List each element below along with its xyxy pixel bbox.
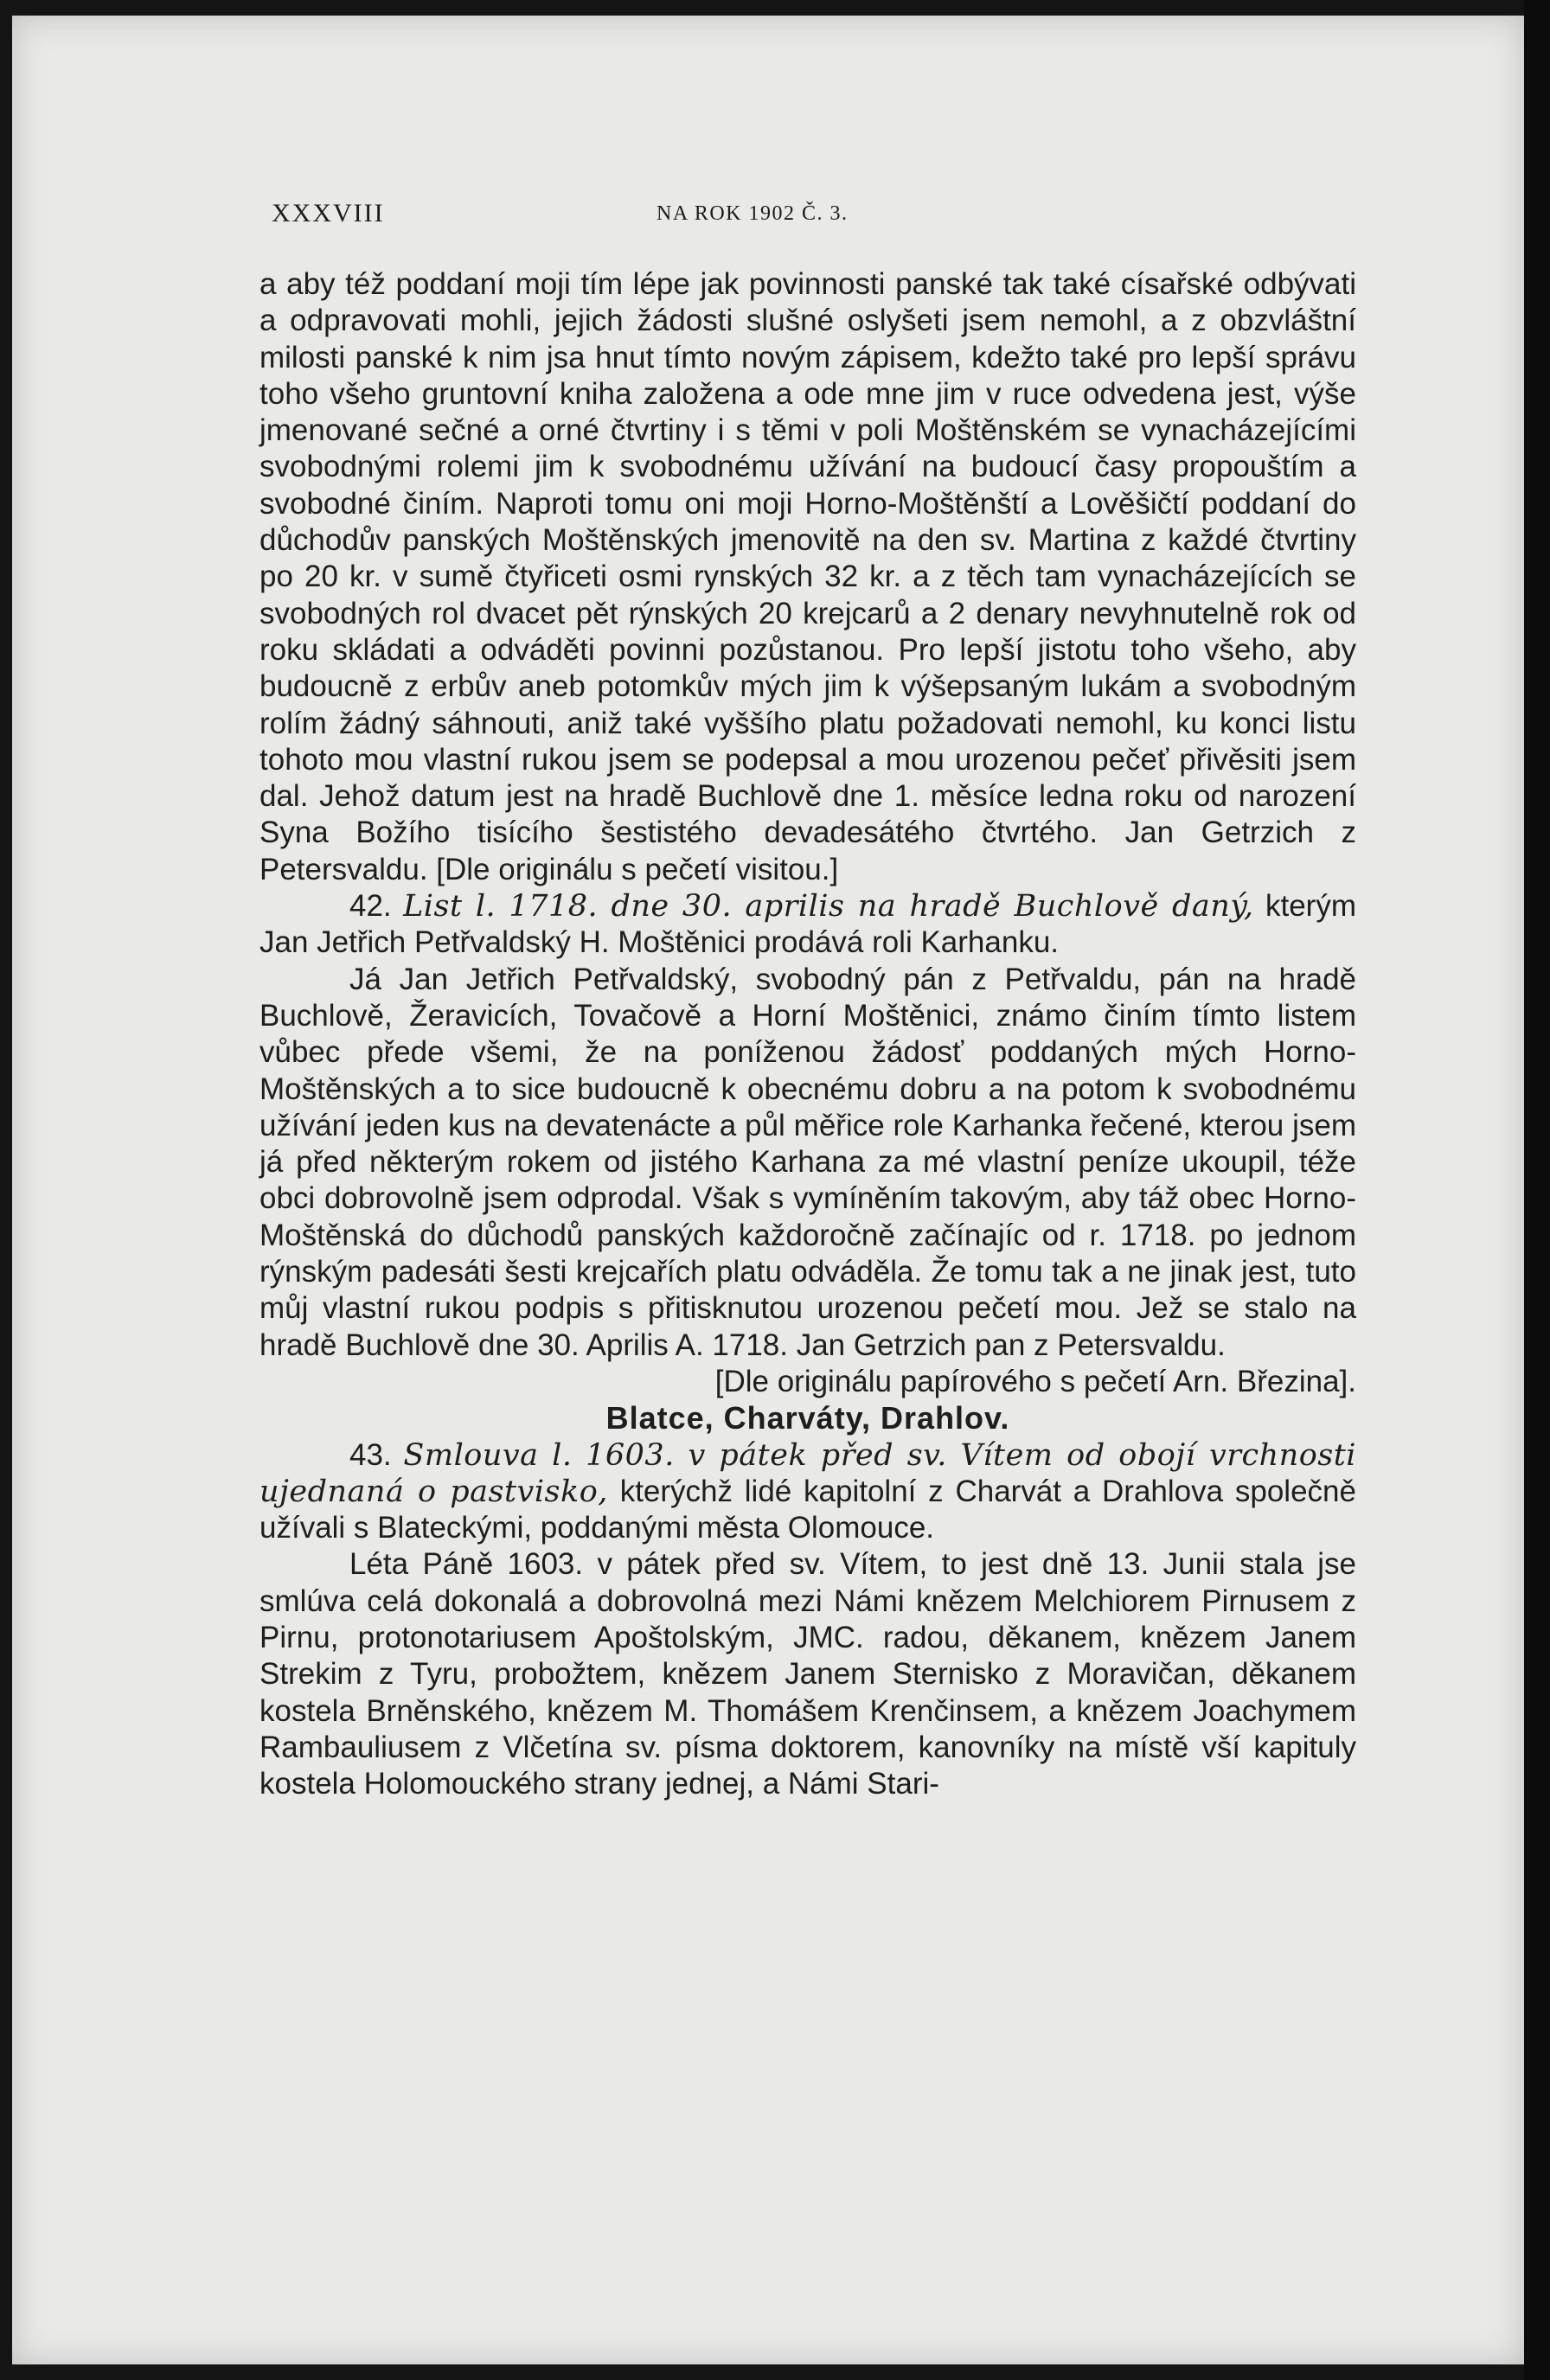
entry-42-number: 42. — [349, 889, 392, 924]
entry-43-number: 43. — [349, 1437, 392, 1472]
page-number: XXXVIII — [272, 199, 385, 227]
running-title: NA ROK 1902 Č. 3. — [657, 202, 849, 225]
entry-42-fraktur-title: List l. 1718. dne 30. aprilis na hradě Buchlově daný, — [403, 889, 1254, 924]
entry-42-source: [Dle originálu papírového s pečetí Arn. Březina]. — [714, 1364, 1356, 1398]
entry-43-title — [259, 1437, 1356, 1547]
entry-42-title — [259, 888, 1356, 962]
body-text — [259, 266, 1356, 1802]
entry-42-text: Já Jan Jetřich Petřvaldský, svobodný pán z Petřvaldu, pán na hradě Buchlově, Žeravicích, Tovačově a Horní Moštěnici, známo činím tímto listem vůbec přede všemi, že na poníženou žádosť poddaných mých Horno-Moštěnských a to sice budoucně k obecnému dobru a na potom k svobodnému užívání jeden kus na devatenácte a půl měřice role Karhanka řečené, kterou jsem já před některým rokem od jistého Karhana za mé vlastní peníze ukoupil, téže obci dobrovolně jsem odprodal. Však s vymíněním takovým, aby táž obec Horno-Moštěnská do důchodů panských každoročně začínajíc od r. 1718. po jednom rýnským padesáti šesti krejcařích platu odváděla. Že tomu tak a ne jinak jest, tuto můj vlastní rukou podpis s přitisknutou urozenou pečetí mou. Jež se stalo na hradě Buchlově dne 30. Aprilis A. 1718. Jan Getrzich pan z Petersvaldu. — [259, 962, 1356, 1362]
section-heading: Blatce, Charváty, Drahlov. — [605, 1400, 1010, 1436]
page-header — [272, 199, 1344, 234]
entry-43-fraktur-title: Smlouva l. 1603. v pátek před sv. Vítem od obojí vrchnosti ujednaná o pastvisko, — [259, 1437, 1356, 1509]
entry-42-title-rest: kterým Jan Jetřich Petřvaldský H. Moštěnici prodává roli Karhanku. — [259, 889, 1356, 960]
entry-43-text: Léta Páně 1603. v pátek před sv. Vítem, to jest dně 13. Junii stala jse smlúva celá dokonalá a dobrovolná mezi Námi knězem Melchiorem Pirnusem z Pirnu, protonotariusem Apoštolským, JMC. radou, děkanem, knězem Janem Strekim z Tyru, probožtem, knězem Janem Sternisko z Moravičan, děkanem kostela Brněnského, knězem M. Thomášem Krenčinsem, a knězem Joachymem Rambauliusem z Vlčetína sv. písma doktorem, kanovníky na místě vší kapituly kostela Holomouckého strany jednej, a Námi Stari- — [259, 1547, 1356, 1801]
paragraph-continuation: a aby též poddaní moji tím lépe jak povinnosti panské tak také císařské odbývati a odpravovati mohli, jejich žádosti slušné oslyšeti jsem nemohl, a z obzvláštní milosti panské k nim jsa hnut tímto novým zápisem, kdežto také pro lepší správu toho všeho gruntovní kniha založena a ode mne jim v ruce odvedena jest, výše jmenované sečné a orné čtvrtiny i s těmi v poli Moštěnském se vynacházejícími svobodnými rolemi jim k svobodnému užívání na budoucí časy propouštím a svobodné činím. Naproti tomu oni moji Horno-Moštěnští a Lověšičtí poddaní do důchodův panských Moštěnských jmenovitě na den sv. Martina z každé čtvrtiny po 20 kr. v sumě čtyřiceti osmi rynských 32 kr. a z těch tam vynacházejících se svobodných rol dvacet pět rýnských 20 krejcarů a 2 denary nevyhnutelně rok od roku skládati a odváděti povinni pozůstanou. Pro lepší jistotu toho všeho, aby budoucně z erbův aneb potomkův mých jim k výšepsaným lukám a svobodným rolím žádný sáhnouti, aniž také vyššího platu požadovati nemohl, ku konci listu tohoto mou vlastní rukou jsem se podepsal a mou urozenou pečeť přivěsiti jsem dal. Jehož datum jest na hradě Buchlově dne 1. měsíce ledna roku od narození Syna Božího tisícího šestistého devadesátého čtvrtého. Jan Getrzich z Petersvaldu. [Dle originálu s pečetí visitou.] — [259, 267, 1356, 886]
scan-edge — [1524, 0, 1550, 2380]
entry-43-title-rest: kterýchž lidé kapitolní z Charvát a Drahlova společně užívali s Blateckými, poddanými města Olomouce. — [259, 1474, 1356, 1545]
